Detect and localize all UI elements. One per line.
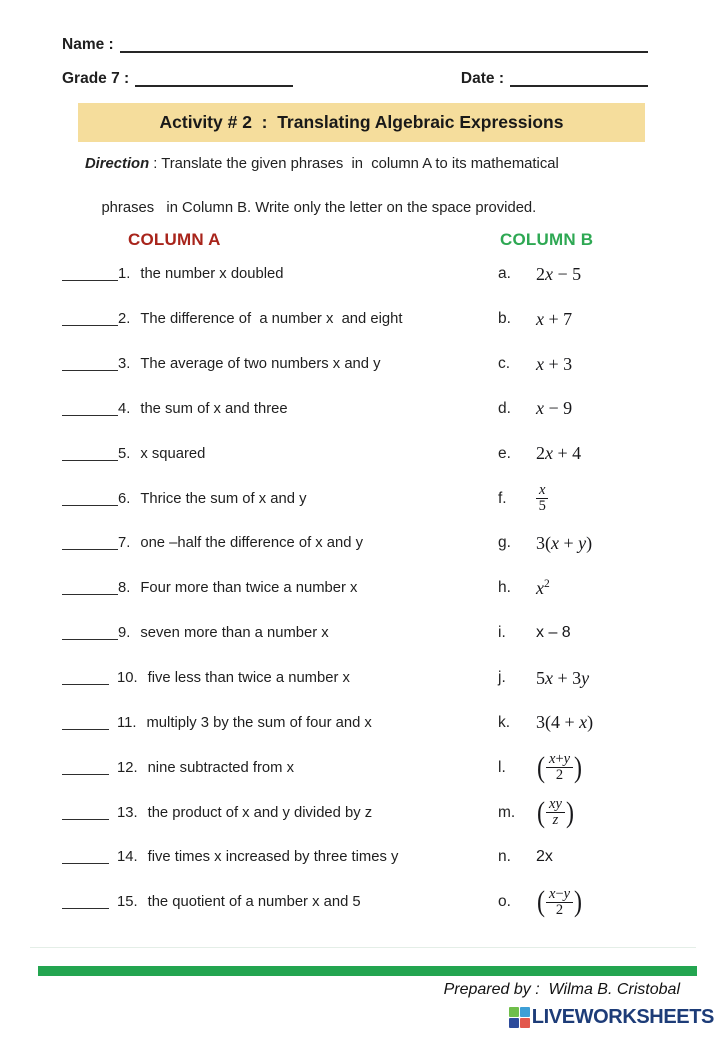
question-number: 8.	[118, 580, 131, 597]
math-expression: x − 9	[536, 398, 573, 419]
choice-row	[498, 387, 718, 432]
question-text: multiply 3 by the sum of four and x	[146, 714, 372, 731]
choice-letter: a.	[498, 265, 511, 283]
answer-blank-7[interactable]	[62, 536, 118, 550]
question-text: five times x increased by three times y	[147, 849, 399, 866]
choice-row	[498, 880, 718, 925]
question-number: 13.	[117, 804, 138, 821]
answer-blank-3[interactable]	[62, 357, 118, 371]
math-expression: 2	[555, 901, 564, 918]
choice-letter: h.	[498, 579, 511, 597]
close-paren: )	[574, 885, 583, 919]
choice-expression	[536, 624, 571, 642]
math-expression: 2x − 5	[536, 263, 582, 284]
choice-letter: d.	[498, 399, 511, 417]
activity-title: Activity # 2 : Translating Algebraic Expressions	[159, 112, 564, 132]
liveworksheets-logo[interactable]	[509, 1006, 714, 1029]
choice-expression	[536, 578, 550, 599]
math-expression: 3(x + y)	[536, 532, 593, 553]
column-b-list	[498, 252, 718, 925]
question-text: the quotient of a number x and 5	[147, 894, 361, 911]
choice-row	[498, 566, 718, 611]
choice-expression	[536, 533, 592, 554]
question-text: The difference of a number x and eight	[140, 311, 403, 328]
answer-blank-4[interactable]	[62, 402, 118, 416]
math-expression: x – 8	[536, 624, 571, 642]
question-text: nine subtracted from x	[147, 759, 294, 776]
column-a-list	[62, 252, 482, 925]
choice-letter: c.	[498, 355, 511, 373]
grade-input-line[interactable]	[135, 70, 293, 87]
answer-blank-1[interactable]	[62, 267, 118, 281]
choice-row	[498, 431, 718, 476]
question-row	[62, 700, 482, 745]
answer-blank-13[interactable]	[62, 806, 109, 820]
name-field-row	[62, 36, 648, 53]
choice-letter: k.	[498, 713, 511, 731]
open-paren: (	[537, 885, 545, 919]
choice-expression	[536, 668, 589, 689]
direction-line2: phrases in Column B. Write only the letter on the space provided.	[101, 200, 537, 216]
math-expression: 2x + 4	[536, 443, 582, 464]
choice-row	[498, 252, 718, 297]
direction-word: Direction	[85, 156, 150, 172]
close-paren: )	[565, 795, 574, 829]
date-label: Date :	[460, 70, 504, 87]
choice-row	[498, 476, 718, 521]
question-row	[62, 656, 482, 701]
choice-expression	[536, 712, 593, 733]
math-expression: 2	[555, 767, 564, 784]
choice-letter: g.	[498, 534, 511, 552]
answer-blank-12[interactable]	[62, 761, 109, 775]
answer-blank-5[interactable]	[62, 447, 118, 461]
choice-letter: i.	[498, 624, 506, 642]
choice-row	[498, 342, 718, 387]
answer-blank-11[interactable]	[62, 716, 109, 730]
math-expression: xy	[546, 797, 565, 813]
grade-label: Grade 7 :	[62, 70, 130, 87]
fraction	[546, 752, 573, 783]
question-number: 2.	[118, 311, 131, 328]
name-label: Name :	[62, 36, 114, 53]
answer-blank-6[interactable]	[62, 492, 118, 506]
date-input-line[interactable]	[510, 70, 648, 87]
math-expression: x	[536, 483, 548, 499]
choice-expression	[536, 887, 583, 918]
fraction	[546, 797, 565, 828]
choice-row	[498, 521, 718, 566]
choice-row	[498, 835, 718, 880]
question-number: 9.	[118, 625, 131, 642]
question-text: Four more than twice a number x	[140, 580, 358, 597]
math-expression: $x^2$	[536, 577, 550, 598]
liveworksheets-grid-icon	[509, 1007, 530, 1028]
date-group	[461, 70, 648, 87]
question-text: the product of x and y divided by z	[147, 804, 373, 821]
column-a-header: COLUMN A	[128, 230, 221, 249]
choice-row	[498, 297, 718, 342]
question-number: 6.	[118, 490, 131, 507]
choice-expression	[536, 398, 572, 419]
question-number: 11.	[117, 714, 137, 731]
name-input-line[interactable]	[120, 36, 648, 53]
question-number: 7.	[118, 535, 131, 552]
question-text: the sum of x and three	[140, 400, 288, 417]
question-text: Thrice the sum of x and y	[140, 490, 307, 507]
close-paren: )	[574, 750, 583, 784]
choice-letter: e.	[498, 444, 511, 462]
question-row	[62, 297, 482, 342]
grade-date-row	[62, 70, 648, 87]
question-text: one –half the difference of x and y	[140, 535, 364, 552]
math-expression: 5	[538, 498, 546, 515]
question-row	[62, 835, 482, 880]
choice-row	[498, 700, 718, 745]
prepared-by-text: Prepared by : Wilma B. Cristobal	[443, 981, 680, 998]
answer-blank-14[interactable]	[62, 850, 109, 864]
question-text: x squared	[140, 445, 206, 462]
math-expression: x+y	[546, 752, 573, 768]
choice-row	[498, 611, 718, 656]
choice-expression	[536, 848, 553, 866]
choice-row	[498, 656, 718, 701]
choice-expression	[536, 443, 581, 464]
math-expression: x + 7	[536, 308, 573, 329]
fraction	[546, 887, 573, 918]
question-number: 1.	[118, 266, 131, 283]
question-number: 3.	[118, 356, 131, 373]
open-paren: (	[537, 750, 545, 784]
math-expression: x + 3	[536, 353, 573, 374]
answer-blank-15[interactable]	[62, 895, 109, 909]
fraction	[536, 483, 548, 514]
question-row	[62, 476, 482, 521]
question-number: 12.	[117, 759, 138, 776]
question-number: 15.	[117, 894, 138, 911]
liveworksheets-logo-text: LIVEWORKSHEETS	[531, 1006, 714, 1028]
open-paren: (	[537, 795, 545, 829]
question-text: seven more than a number x	[140, 625, 329, 642]
choice-row	[498, 745, 718, 790]
question-text: The average of two numbers x and y	[140, 356, 381, 373]
choice-letter: m.	[498, 803, 516, 821]
question-row	[62, 387, 482, 432]
question-text: five less than twice a number x	[147, 670, 350, 687]
question-row	[62, 790, 482, 835]
direction-paragraph	[85, 153, 645, 219]
answer-blank-8[interactable]	[62, 581, 118, 595]
question-row	[62, 431, 482, 476]
choice-letter: b.	[498, 310, 511, 328]
choice-expression	[536, 483, 548, 514]
choice-expression	[536, 354, 572, 375]
question-row	[62, 880, 482, 925]
choice-expression	[536, 264, 581, 285]
choice-letter: n.	[498, 848, 511, 866]
question-number: 10.	[117, 670, 138, 687]
question-row	[62, 566, 482, 611]
question-row	[62, 342, 482, 387]
choice-row	[498, 790, 718, 835]
math-expression: 2x	[536, 848, 553, 866]
direction-line1: : Translate the given phrases in column A to its mathematical	[149, 156, 559, 172]
choice-expression	[536, 752, 583, 783]
question-row	[62, 745, 482, 790]
choice-expression	[536, 797, 575, 828]
answer-blank-2[interactable]	[62, 312, 118, 326]
choice-letter: l.	[498, 758, 506, 776]
footer-divider-faint	[30, 947, 696, 948]
math-expression: 5x + 3y	[536, 667, 590, 688]
answer-blank-10[interactable]	[62, 671, 109, 685]
math-expression: 3(4 + x)	[536, 712, 594, 733]
choice-letter: f.	[498, 489, 507, 507]
math-expression: x−y	[546, 887, 573, 903]
column-b-header: COLUMN B	[500, 230, 594, 249]
math-expression: z	[552, 812, 559, 829]
question-number: 14.	[117, 849, 138, 866]
question-text: the number x doubled	[140, 266, 284, 283]
choice-letter: j.	[498, 669, 506, 687]
question-row	[62, 521, 482, 566]
activity-title-banner	[78, 103, 645, 142]
choice-letter: o.	[498, 893, 511, 911]
question-row	[62, 252, 482, 297]
question-number: 5.	[118, 445, 131, 462]
choice-expression	[536, 309, 572, 330]
footer-divider-bar	[38, 966, 697, 976]
question-number: 4.	[118, 400, 131, 417]
question-row	[62, 611, 482, 656]
answer-blank-9[interactable]	[62, 626, 118, 640]
